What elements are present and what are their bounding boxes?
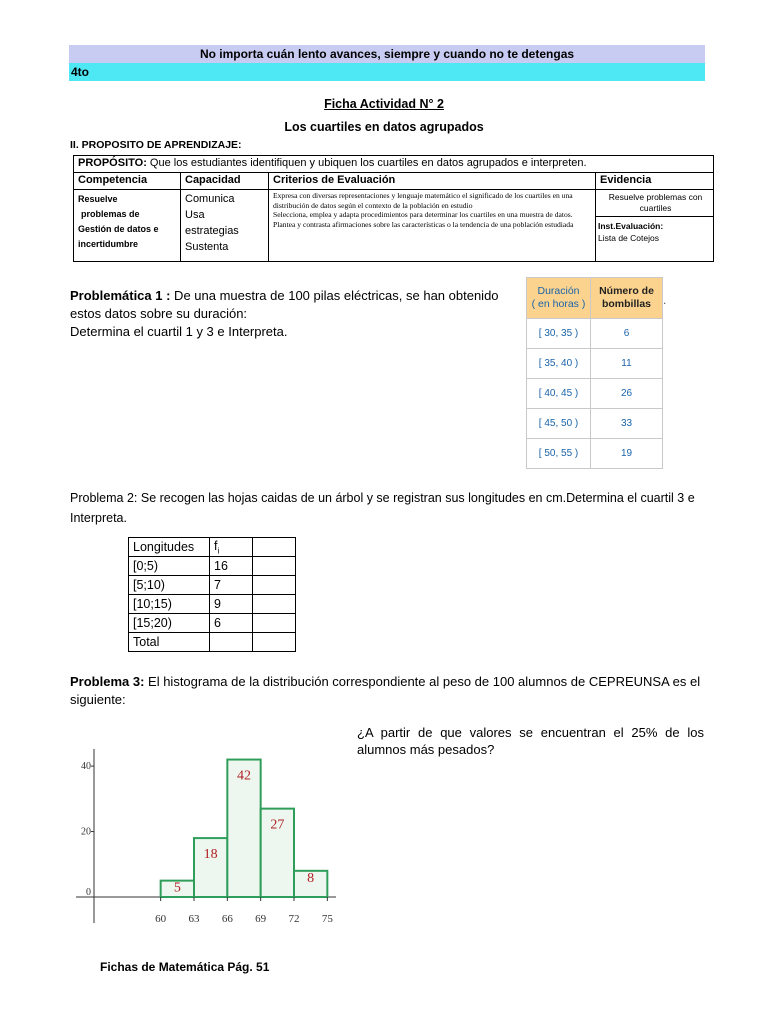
empty-cell (253, 576, 296, 595)
table-row (129, 538, 296, 557)
bar-value-label: 5 (173, 880, 181, 896)
page-footer: Fichas de Matemática Pág. 51 (100, 960, 270, 974)
bar-value-label: 27 (270, 817, 285, 833)
problem3-statement: El histograma de la distribución correspondiente al peso de 100 alumnos de CEPREUNSA es el siguiente: (70, 674, 701, 707)
table-row (527, 379, 663, 409)
criterio-line: Plantea y contrasta afirmaciones sobre las características o la tendencia de una población estudiada (273, 219, 574, 229)
empty-cell (253, 595, 296, 614)
header-fi (210, 538, 253, 557)
interval-cell: [ 40, 45 ) (527, 379, 591, 409)
x-tick-label: 75 (321, 913, 333, 925)
x-tick-label: 66 (221, 913, 233, 925)
competencia-line: incertidumbre (78, 239, 139, 249)
table-row (129, 614, 296, 633)
interval-cell: [ 50, 55 ) (527, 439, 591, 469)
interval-cell: [ 35, 40 ) (527, 349, 591, 379)
count-header (591, 278, 663, 319)
interval-cell: [10;15) (129, 595, 210, 614)
count-cell: 6 (591, 319, 663, 349)
instrumento-label: Inst.Evaluación: (598, 221, 664, 231)
interval-cell: [5;10) (129, 576, 210, 595)
motto-banner: No importa cuán lento avances, siempre y cuando no te detengas (69, 45, 705, 63)
purpose-text: Que los estudiantes identifiquen y ubiquen los cuartiles en datos agrupados e interpreten. (146, 157, 587, 169)
count-header-line: bombillas (601, 298, 651, 310)
x-tick-label: 63 (188, 913, 200, 925)
y-tick-label: 20 (81, 826, 91, 838)
table-row (129, 595, 296, 614)
x-tick-label: 69 (255, 913, 267, 925)
interval-cell: [15;20) (129, 614, 210, 633)
purpose-row (74, 156, 714, 173)
count-cell: 11 (591, 349, 663, 379)
leaf-length-table (128, 537, 296, 652)
header-longitudes: Longitudes (129, 538, 210, 557)
capacidad-line: Usa (185, 209, 205, 221)
problem1-task: Determina el cuartil 1 y 3 e Interpreta. (70, 324, 288, 339)
bar-value-label: 42 (237, 768, 251, 784)
count-cell: 19 (591, 439, 663, 469)
y-tick-label: 40 (81, 761, 91, 773)
purpose-table (73, 155, 714, 262)
page-title: Ficha Actividad N° 2 (324, 97, 444, 111)
capacidad-line: estrategias (185, 225, 239, 237)
instrumento-value: Lista de Cotejos (598, 233, 659, 243)
capacidad-line: Comunica (185, 193, 235, 205)
freq-cell: 6 (210, 614, 253, 633)
problem1-label: Problemática 1 : (70, 288, 171, 303)
count-header-line: Número de (599, 285, 654, 297)
freq-cell: 16 (210, 557, 253, 576)
competencia-cell (74, 190, 181, 262)
x-tick-label: 60 (155, 913, 167, 925)
competencia-line: problemas de (81, 209, 140, 219)
table-row (129, 576, 296, 595)
evidencia-cell (596, 190, 714, 262)
problem3-label: Problema 3: (70, 674, 145, 689)
freq-cell: 9 (210, 595, 253, 614)
header-criterios: Criterios de Evaluación (269, 173, 596, 190)
freq-cell: 7 (210, 576, 253, 595)
competencia-line: Gestión de datos e (78, 224, 159, 234)
competencia-line: Resuelve (78, 194, 118, 204)
duration-header-line: Duración (537, 285, 580, 297)
duration-header (527, 278, 591, 319)
problem1-statement: De una muestra de 100 pilas eléctricas, se han obtenido estos datos sobre su duración: (70, 288, 499, 321)
weight-histogram (72, 747, 340, 927)
table-row (527, 319, 663, 349)
subscript: i (217, 546, 220, 556)
interval-cell: [0;5) (129, 557, 210, 576)
criterio-line: Selecciona, emplea y adapta procedimientos para determinar los cuartiles en una muestra de datos. (273, 210, 573, 219)
table-row (527, 409, 663, 439)
interval-cell: [ 45, 50 ) (527, 409, 591, 439)
battery-duration-table (526, 277, 663, 469)
criterios-cell (269, 190, 596, 262)
instrumento-block (596, 217, 713, 247)
problem3-question: ¿A partir de que valores se encuentran el 25% de los alumnos más pesados? (357, 725, 704, 757)
stray-mark: . (663, 293, 667, 307)
table-row (129, 633, 296, 652)
grade-banner: 4to (69, 63, 705, 81)
count-cell: 26 (591, 379, 663, 409)
x-tick-label: 72 (288, 913, 300, 925)
y-tick-label: 0 (86, 887, 91, 898)
page-subtitle: Los cuartiles en datos agrupados (284, 120, 484, 134)
header-competencia: Competencia (74, 173, 181, 190)
empty-cell (253, 633, 296, 652)
problem3-text (70, 673, 710, 709)
header-capacidad: Capacidad (181, 173, 269, 190)
criterio-line: Expresa con diversas representaciones y lenguaje matemático el significado de los cuartiles en una distribución de datos según el contexto de la población en estudio (273, 191, 573, 210)
bar-value-label: 18 (203, 847, 218, 863)
header-evidencia: Evidencia (596, 173, 714, 190)
table-row (527, 439, 663, 469)
empty-cell (253, 557, 296, 576)
empty-cell (253, 538, 296, 557)
section-heading: II. PROPOSITO DE APRENDIZAJE: (70, 139, 242, 151)
count-cell: 33 (591, 409, 663, 439)
duration-header-line: ( en horas ) (531, 298, 586, 310)
table-row (129, 557, 296, 576)
problem2-text: Problema 2: Se recogen las hojas caidas de un árbol y se registran sus longitudes en cm.Determina el cuartil 3 e Interpreta. (70, 491, 695, 525)
freq-cell (210, 633, 253, 652)
bar-value-label: 8 (307, 870, 315, 886)
table-row (527, 349, 663, 379)
evidencia-text: Resuelve problemas con cuartiles (596, 190, 713, 217)
total-cell: Total (129, 633, 210, 652)
capacidad-line: Sustenta (185, 241, 229, 253)
capacidad-cell (181, 190, 269, 262)
empty-cell (253, 614, 296, 633)
interval-cell: [ 30, 35 ) (527, 319, 591, 349)
chart-background (72, 747, 340, 927)
header-fi-text: $f_i$ (214, 538, 220, 556)
purpose-label: PROPÓSITO: (78, 157, 147, 169)
problem1-text (70, 287, 515, 341)
